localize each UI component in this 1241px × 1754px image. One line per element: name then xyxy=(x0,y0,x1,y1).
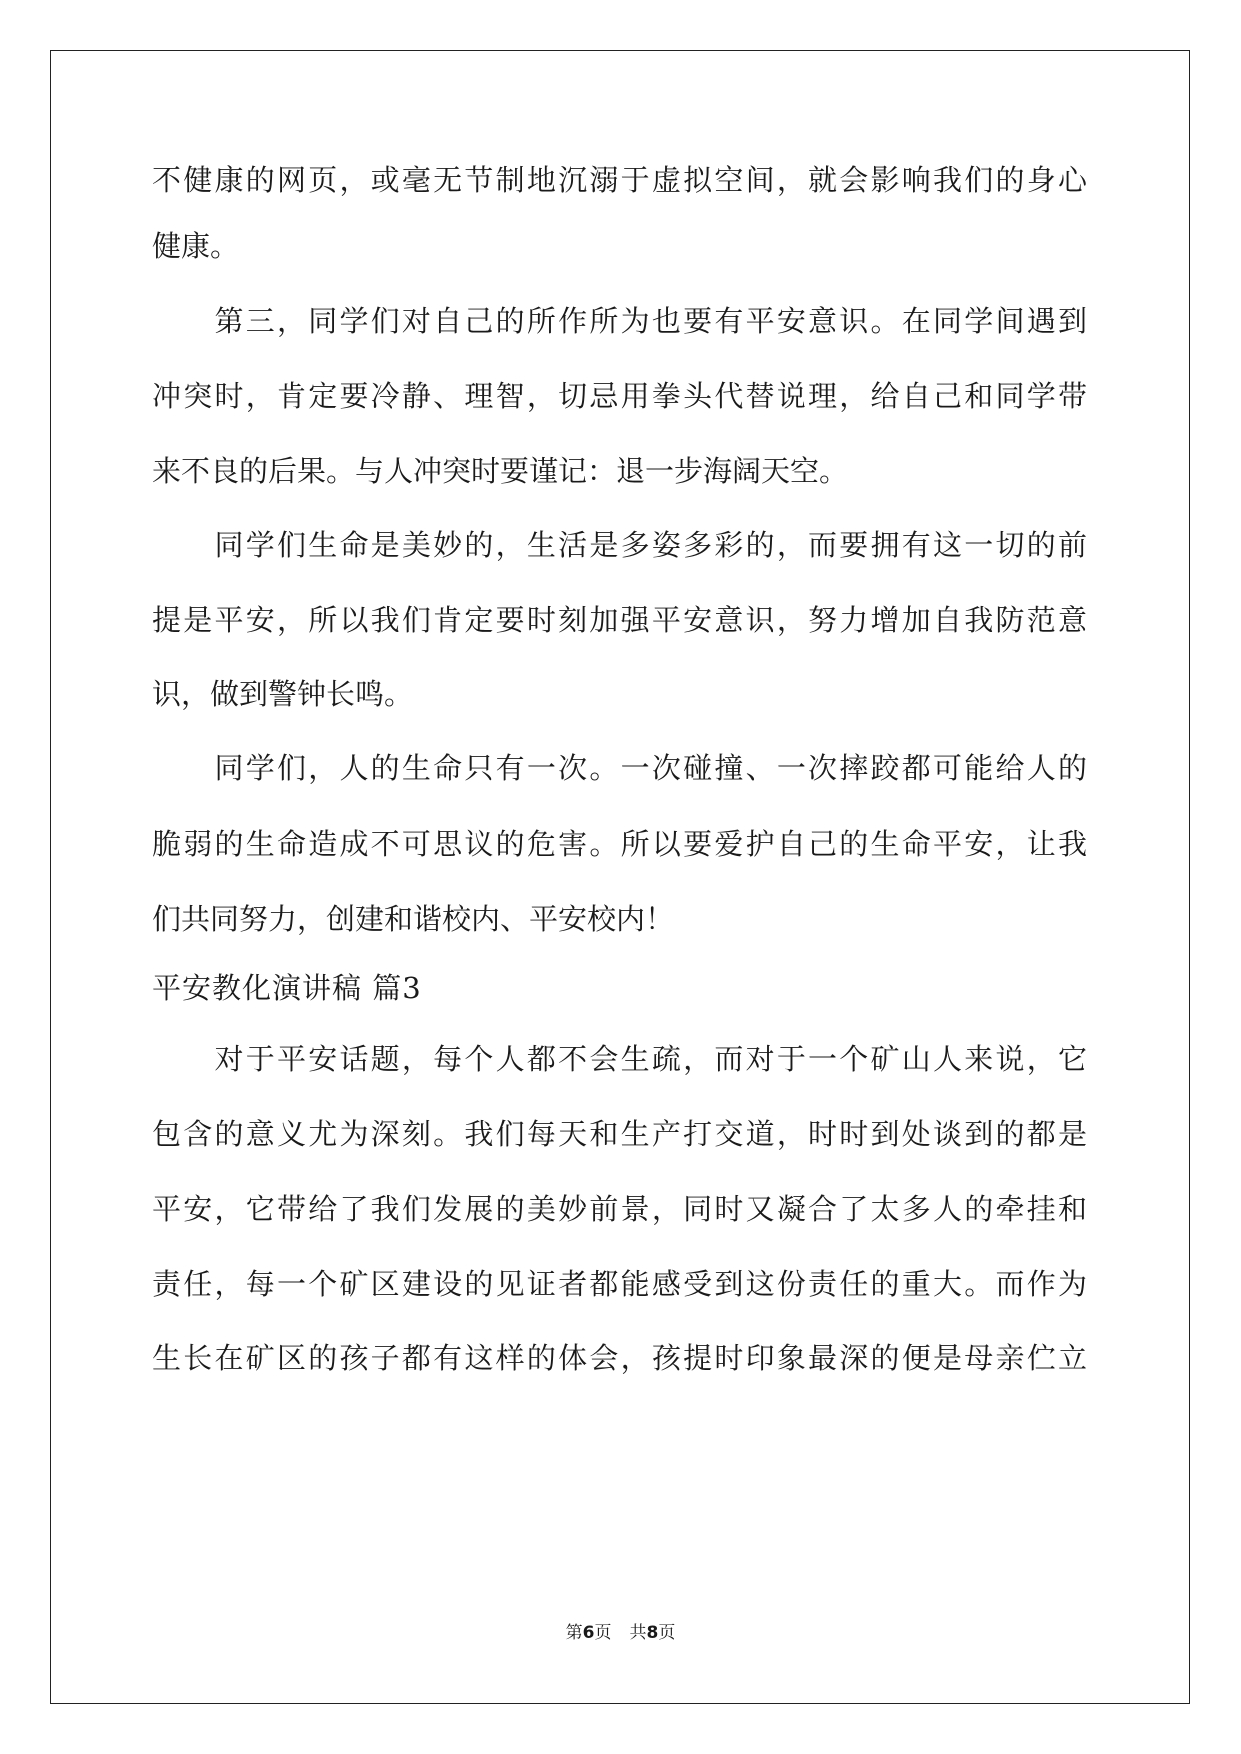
paragraph-line: 来不良的后果。与人冲突时要谨记：退一步海阔天空。 xyxy=(152,454,849,488)
footer-page-suffix: 页 xyxy=(594,1623,612,1643)
paragraph-line: 第三，同学们对自己的所作所为也要有平安意识。在同学间遇到 xyxy=(152,304,1087,338)
paragraph-line: 包含的意义尤为深刻。我们每天和生产打交道，时时到处谈到的都是 xyxy=(152,1117,1087,1151)
paragraph-line: 生长在矿区的孩子都有这样的体会，孩提时印象最深的便是母亲伫立 xyxy=(152,1341,1087,1375)
section-heading: 平安教化演讲稿 篇3 xyxy=(152,971,422,1005)
page-border xyxy=(50,50,1190,1704)
paragraph-line: 们共同努力，创建和谐校内、平安校内！ xyxy=(152,902,675,936)
paragraph-line: 同学们生命是美妙的，生活是多姿多彩的，而要拥有这一切的前 xyxy=(152,528,1087,562)
paragraph-line: 不健康的网页，或毫无节制地沉溺于虚拟空间，就会影响我们的身心 xyxy=(152,163,1087,197)
paragraph-line: 对于平安话题，每个人都不会生疏，而对于一个矿山人来说，它 xyxy=(152,1042,1087,1076)
paragraph-line: 提是平安，所以我们肯定要时刻加强平安意识，努力增加自我防范意 xyxy=(152,603,1087,637)
paragraph-line: 责任，每一个矿区建设的见证者都能感受到这份责任的重大。而作为 xyxy=(152,1267,1087,1301)
paragraph-line: 平安，它带给了我们发展的美妙前景，同时又凝合了太多人的牵挂和 xyxy=(152,1192,1087,1226)
paragraph-line: 健康。 xyxy=(152,229,240,263)
footer-total-suffix: 页 xyxy=(658,1623,676,1643)
footer-total-prefix: 共 xyxy=(629,1623,647,1643)
footer-prefix: 第 xyxy=(565,1623,583,1643)
paragraph-line: 识，做到警钟长鸣。 xyxy=(152,677,414,711)
paragraph-line: 脆弱的生命造成不可思议的危害。所以要爱护自己的生命平安，让我 xyxy=(152,827,1087,861)
page-footer xyxy=(0,1622,1241,1644)
current-page-number: 6 xyxy=(582,1623,595,1643)
paragraph-line: 冲突时，肯定要冷静、理智，切忌用拳头代替说理，给自己和同学带 xyxy=(152,379,1087,413)
paragraph-line: 同学们，人的生命只有一次。一次碰撞、一次摔跤都可能给人的 xyxy=(152,751,1087,785)
total-pages-number: 8 xyxy=(646,1623,659,1643)
